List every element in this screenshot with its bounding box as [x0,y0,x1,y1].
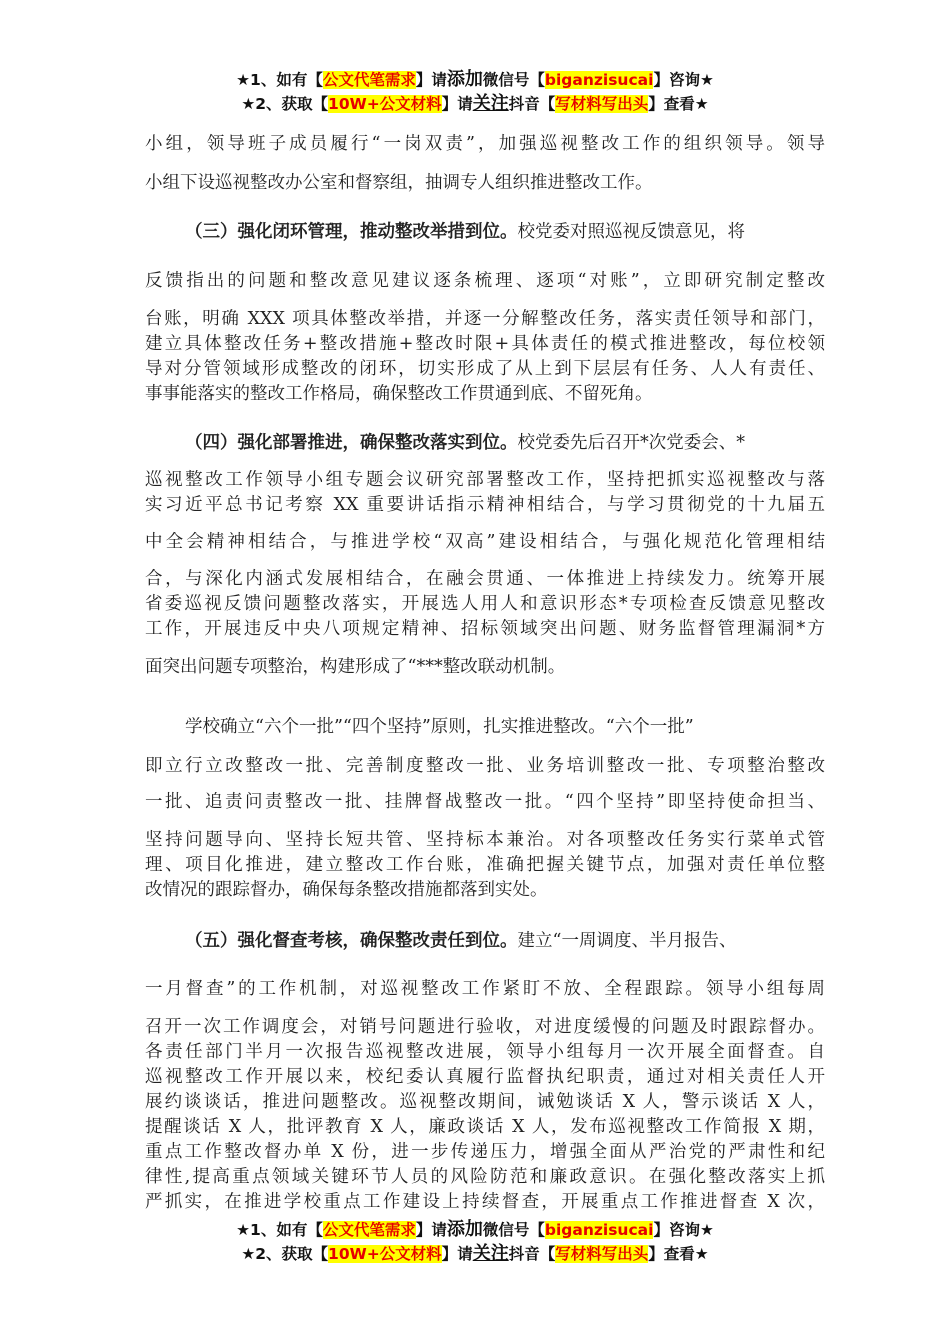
banner-text: 】查看★ [648,95,709,113]
body-line: 展约谈谈话，推进问题整改。巡视整改期间，诫勉谈话 X 人，警示谈话 X 人， [145,1092,825,1112]
promo-banner-line-1 [0,70,950,90]
body-line: 改情况的跟踪督办，确保每条整改措施都落到实处。 [145,880,548,900]
body-text: 校党委先后召开*次党委会、* [517,433,745,453]
banner-text: 微信号【 [482,71,545,89]
body-line: 面突出问题专项整治，构建形成了“***整改联动机制。 [145,657,566,677]
body-line: 实习近平总书记考察 XX 重要讲话指示精神相结合，与学习贯彻党的十九届五 [145,495,825,515]
banner-wechat-id: biganzisucai [544,71,654,89]
banner-highlight: 10W+公文材料 [328,95,442,113]
body-line: 坚持问题导向、坚持长短共管、坚持标本兼治。对各项整改任务实行菜单式管 [145,830,825,850]
body-line: 工作，开展违反中央八项规定精神、招标领域突出问题、财务监督管理漏洞*方 [145,619,825,639]
section-heading: （三）强化闭环管理，推动整改举措到位。 [185,222,518,242]
banner-text: 关注 [472,1243,509,1264]
body-line: 召开一次工作调度会，对销号问题进行验收，对进度缓慢的问题及时跟踪督办。 [145,1017,825,1037]
banner-highlight: 公文代笔需求 [322,71,416,89]
banner-text: 抖音【 [508,95,556,113]
banner-text: 关注 [472,93,509,114]
banner-text: 微信号【 [482,1221,545,1239]
body-line: 一批、追责问责整改一批、挂牌督战整改一批。“四个坚持”即坚持使命担当、 [145,792,825,812]
banner-text: ★1、如有【 [236,1221,323,1239]
body-line: 律性,提高重点领域关键环节人员的风险防范和廉政意识。在强化整改落实上抓 [145,1167,825,1187]
body-line: 建立具体整改任务+整改措施+整改时限+具体责任的模式推进整改，每位校领 [145,334,825,354]
banner-text: 添加 [446,1219,483,1240]
banner-text: 】请 [415,1221,447,1239]
body-line: 巡视整改工作开展以来，校纪委认真履行监督执纪职责，通过对相关责任人开 [145,1067,825,1087]
banner-text: 】请 [441,95,473,113]
banner-douyin-id: 写材料写出头 [555,1245,649,1263]
banner-text: ★2、获取【 [241,95,329,113]
section-3-heading-line [185,221,825,243]
promo-banner-line-2 [0,94,950,114]
body-line: 各责任部门半月一次报告巡视整改进展，领导小组每月一次开展全面督查。自 [145,1042,825,1062]
section-5-heading-line [185,930,825,952]
body-line: 重点工作整改督办单 X 份，进一步传递压力，增强全面从严治党的严肃性和纪 [145,1142,825,1162]
banner-wechat-id: biganzisucai [544,1221,654,1239]
body-line: 巡视整改工作领导小组专题会议研究部署整改工作，坚持把抓实巡视整改与落 [145,470,825,490]
body-line: 省委巡视反馈问题整改落实，开展选人用人和意识形态*专项检查反馈意见整改 [145,594,825,614]
body-line: 合，与深化内涵式发展相结合，在融会贯通、一体推进上持续发力。统筹开展 [145,569,825,589]
body-text: 建立“一周调度、半月报告、 [517,931,737,951]
body-line: 学校确立“六个一批”“四个坚持”原则，扎实推进整改。“六个一批” [185,717,694,737]
banner-text: ★2、获取【 [241,1245,329,1263]
body-text: 校党委对照巡视反馈意见，将 [517,222,745,242]
section-heading: （四）强化部署推进，确保整改落实到位。 [185,433,518,453]
body-line: 提醒谈话 X 人，批评教育 X 人，廉政谈话 X 人，发布巡视整改工作简报 X 期， [145,1117,825,1137]
body-line: 事事能落实的整改工作格局，确保整改工作贯通到底、不留死角。 [145,384,653,404]
body-line: 小组，领导班子成员履行“一岗双责”，加强巡视整改工作的组织领导。领导 [145,134,825,154]
banner-text: 】咨询★ [653,71,714,89]
banner-text: ★1、如有【 [236,71,323,89]
banner-text: 】请 [415,71,447,89]
promo-banner-line-1-bottom [0,1220,950,1240]
body-line: 一月督查”的工作机制，对巡视整改工作紧盯不放、全程跟踪。领导小组每周 [145,979,825,999]
banner-highlight: 10W+公文材料 [328,1245,442,1263]
body-line: 小组下设巡视整改办公室和督察组，抽调专人组织推进整改工作。 [145,173,653,193]
banner-text: 】咨询★ [653,1221,714,1239]
body-line: 导对分管领域形成整改的闭环，切实形成了从上到下层层有任务、人人有责任、 [145,359,825,379]
banner-text: 】请 [441,1245,473,1263]
body-line: 理、项目化推进，建立整改工作台账，准确把握关键节点，加强对责任单位整 [145,855,825,875]
section-4-heading-line [185,432,825,454]
banner-text: 抖音【 [508,1245,556,1263]
section-heading: （五）强化督查考核，确保整改责任到位。 [185,931,518,951]
banner-text: 添加 [446,69,483,90]
body-line: 严抓实，在推进学校重点工作建设上持续督查，开展重点工作推进督查 X 次， [145,1192,825,1212]
body-line: 即立行立改整改一批、完善制度整改一批、业务培训整改一批、专项整治整改 [145,756,825,776]
body-line: 中全会精神相结合，与推进学校“双高”建设相结合，与强化规范化管理相结 [145,532,825,552]
banner-highlight: 公文代笔需求 [322,1221,416,1239]
promo-banner-line-2-bottom [0,1244,950,1264]
banner-text: 】查看★ [648,1245,709,1263]
body-line: 反馈指出的问题和整改意见建议逐条梳理、逐项“对账”，立即研究制定整改 [145,271,825,291]
body-line: 台账，明确 XXX 项具体整改举措，并逐一分解整改任务，落实责任领导和部门， [145,309,825,329]
banner-douyin-id: 写材料写出头 [555,95,649,113]
